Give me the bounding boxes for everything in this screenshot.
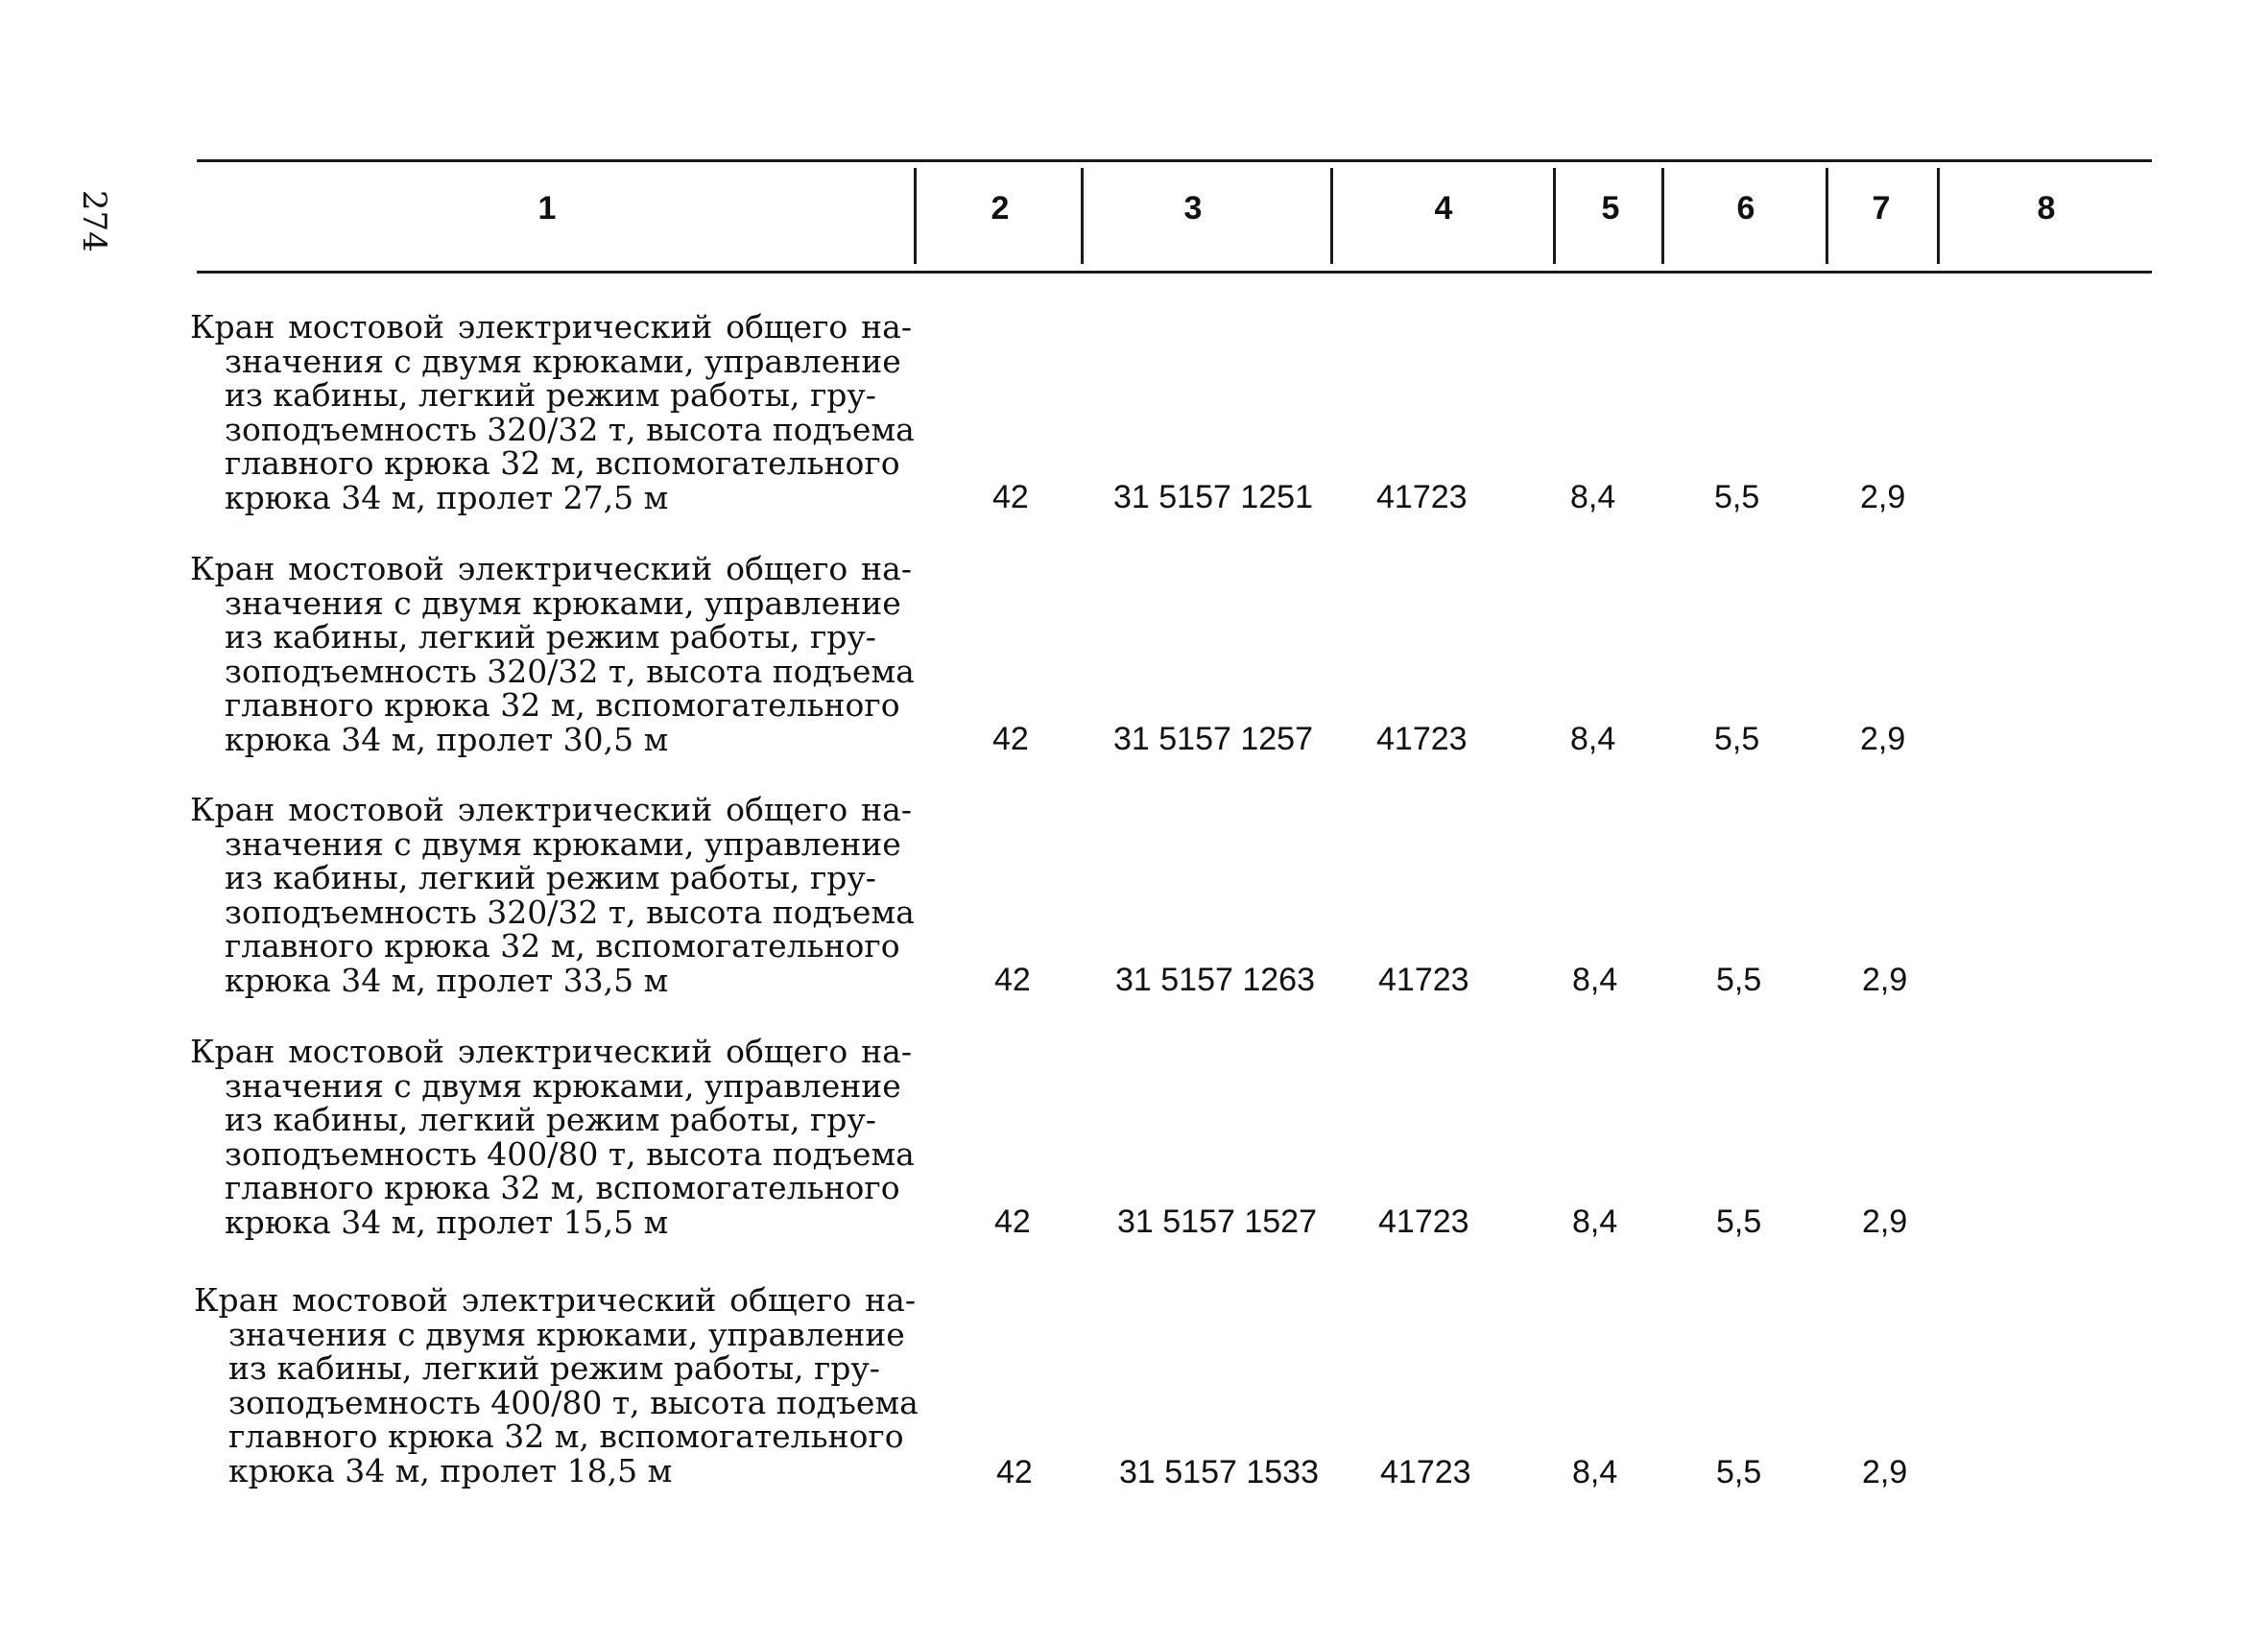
- cell-col5: 8,4: [1570, 479, 1616, 515]
- description-line: значения с двумя крюками, управление: [225, 824, 901, 863]
- description-line: из кабины, легкий режим работы, гру-: [225, 376, 876, 414]
- description-line: Кран мостовой электрический общего на-: [190, 550, 912, 587]
- description-line: из кабины, легкий режим работы, гру-: [225, 859, 876, 896]
- row-description: [190, 1033, 915, 1241]
- description-line: главного крюка 32 м, вспомогательного: [228, 1418, 904, 1455]
- description-line: главного крюка 32 м, вспомогательного: [225, 444, 900, 482]
- row-description: [190, 550, 915, 758]
- description-line: значения с двумя крюками, управление: [228, 1315, 905, 1353]
- description-line: крюка 34 м, пролет 33,5 м: [225, 961, 669, 999]
- cell-col3: 31 5157 1251: [1113, 479, 1313, 515]
- cell-col2: 42: [992, 479, 1029, 515]
- description-line: из кабины, легкий режим работы, гру-: [225, 618, 876, 655]
- cell-col6: 5,5: [1714, 721, 1760, 757]
- description-line: значения с двумя крюками, управление: [225, 1066, 901, 1105]
- table-header-bottom-rule: [197, 271, 2152, 274]
- row-description: [190, 791, 915, 999]
- cell-col3: 31 5157 1263: [1115, 962, 1315, 998]
- column-number-2: 2: [991, 190, 1010, 226]
- description-line: зоподъемность 320/32 т, высота подъема: [225, 410, 915, 448]
- cell-col3: 31 5157 1527: [1117, 1203, 1317, 1240]
- column-divider: [1081, 168, 1084, 264]
- cell-col5: 8,4: [1572, 962, 1618, 998]
- description-line: из кабины, легкий режим работы, гру-: [225, 1101, 876, 1138]
- cell-col4: 41723: [1378, 962, 1469, 998]
- column-number-8: 8: [2037, 190, 2056, 226]
- cell-col3: 31 5157 1257: [1113, 721, 1313, 757]
- description-line: Кран мостовой электрический общего на-: [190, 1033, 912, 1070]
- description-line: значения с двумя крюками, управление: [225, 584, 901, 622]
- cell-col5: 8,4: [1572, 1454, 1618, 1490]
- description-line: Кран мостовой электрический общего на-: [190, 308, 912, 345]
- cell-col3: 31 5157 1533: [1119, 1454, 1319, 1490]
- cell-col2: 42: [994, 1203, 1031, 1240]
- description-line: значения с двумя крюками, управление: [225, 342, 901, 380]
- column-number-5: 5: [1601, 190, 1620, 226]
- cell-col2: 42: [992, 721, 1029, 757]
- cell-col7: 2,9: [1862, 1454, 1908, 1490]
- cell-col6: 5,5: [1714, 479, 1760, 515]
- cell-col6: 5,5: [1716, 1203, 1762, 1240]
- column-number-3: 3: [1183, 190, 1203, 226]
- cell-col2: 42: [994, 962, 1031, 998]
- description-line: крюка 34 м, пролет 30,5 м: [225, 720, 669, 758]
- column-divider: [1330, 168, 1333, 264]
- description-line: зоподъемность 320/32 т, высота подъема: [225, 893, 915, 931]
- cell-col6: 5,5: [1716, 962, 1762, 998]
- cell-col6: 5,5: [1716, 1454, 1762, 1490]
- cell-col4: 41723: [1378, 1203, 1469, 1240]
- description-line: крюка 34 м, пролет 27,5 м: [225, 478, 669, 516]
- description-line: зоподъемность 400/80 т, высота подъема: [228, 1383, 919, 1421]
- cell-col2: 42: [996, 1454, 1033, 1490]
- row-description: [190, 308, 915, 516]
- column-divider: [1826, 168, 1828, 264]
- description-line: зоподъемность 400/80 т, высота подъема: [225, 1134, 915, 1173]
- description-line: главного крюка 32 м, вспомогательного: [225, 927, 900, 965]
- cell-col7: 2,9: [1860, 721, 1906, 757]
- column-number-7: 7: [1872, 190, 1891, 226]
- cell-col5: 8,4: [1570, 721, 1616, 757]
- column-divider: [1553, 168, 1556, 264]
- row-description: [194, 1281, 919, 1489]
- description-line: Кран мостовой электрический общего на-: [190, 791, 912, 828]
- description-line: главного крюка 32 м, вспомогательного: [225, 686, 900, 724]
- description-line: крюка 34 м, пролет 15,5 м: [225, 1203, 669, 1241]
- column-divider: [914, 168, 917, 264]
- description-line: главного крюка 32 м, вспомогательного: [225, 1169, 900, 1206]
- column-number-1: 1: [537, 190, 557, 226]
- table-top-rule: [197, 159, 2152, 162]
- cell-col4: 41723: [1376, 721, 1468, 757]
- cell-col7: 2,9: [1862, 1203, 1908, 1240]
- page-number: 274: [75, 190, 113, 252]
- column-divider: [1937, 168, 1940, 264]
- cell-col5: 8,4: [1572, 1203, 1618, 1240]
- description-line: крюка 34 м, пролет 18,5 м: [228, 1451, 673, 1489]
- cell-col7: 2,9: [1860, 479, 1906, 515]
- column-divider: [1661, 168, 1664, 264]
- cell-col7: 2,9: [1862, 962, 1908, 998]
- description-line: Кран мостовой электрический общего на-: [194, 1281, 916, 1319]
- description-line: из кабины, легкий режим работы, гру-: [228, 1349, 880, 1387]
- cell-col4: 41723: [1376, 479, 1468, 515]
- column-number-6: 6: [1736, 190, 1755, 226]
- description-line: зоподъемность 320/32 т, высота подъема: [225, 652, 915, 690]
- cell-col4: 41723: [1380, 1454, 1471, 1490]
- column-number-4: 4: [1434, 190, 1453, 226]
